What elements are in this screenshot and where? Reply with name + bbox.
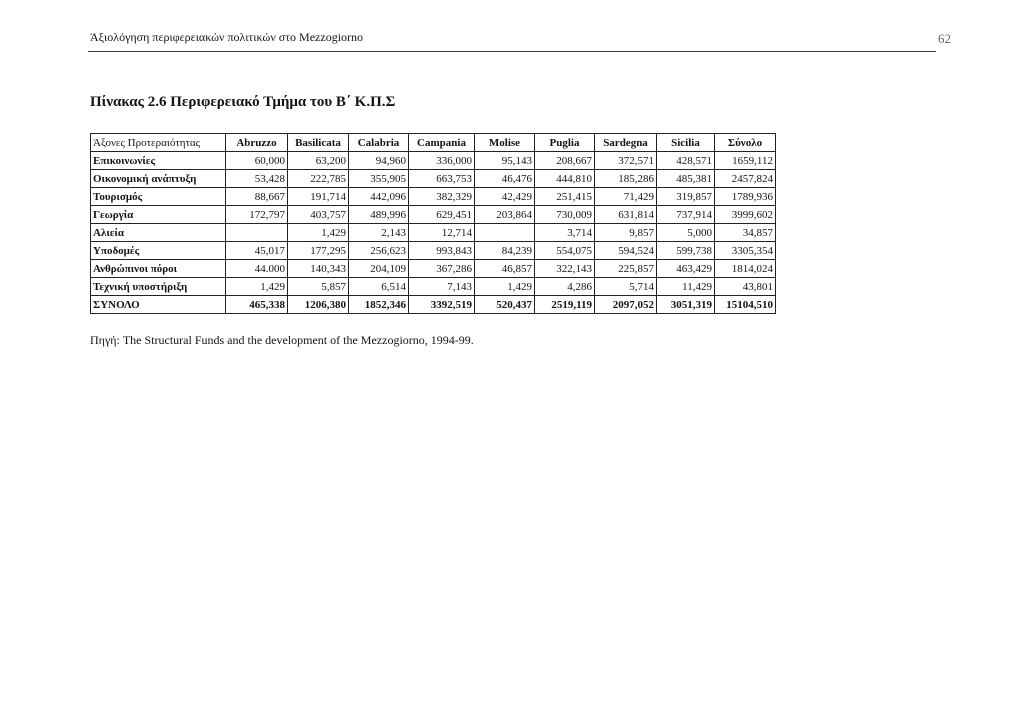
value-cell: 7,143	[409, 278, 475, 296]
row-label: Ανθρώπινοι πόροι	[91, 260, 226, 278]
table-head	[91, 134, 776, 152]
value-cell: 3999,602	[715, 206, 776, 224]
column-header: Puglia	[535, 134, 595, 152]
value-cell: 191,714	[288, 188, 349, 206]
value-cell: 45,017	[226, 242, 288, 260]
value-cell: 444,810	[535, 170, 595, 188]
value-cell: 2,143	[349, 224, 409, 242]
value-cell: 355,905	[349, 170, 409, 188]
table-header-row	[91, 134, 776, 152]
value-cell: 2519,119	[535, 296, 595, 314]
row-label: Γεωργία	[91, 206, 226, 224]
value-cell: 993,843	[409, 242, 475, 260]
table-row	[91, 170, 776, 188]
value-cell: 599,738	[657, 242, 715, 260]
column-header: Molise	[475, 134, 535, 152]
value-cell: 1,429	[226, 278, 288, 296]
row-label: Τουρισμός	[91, 188, 226, 206]
value-cell: 225,857	[595, 260, 657, 278]
column-header: Calabria	[349, 134, 409, 152]
value-cell: 336,000	[409, 152, 475, 170]
value-cell: 88,667	[226, 188, 288, 206]
value-cell: 203,864	[475, 206, 535, 224]
table-row	[91, 206, 776, 224]
value-cell: 6,514	[349, 278, 409, 296]
value-cell: 403,757	[288, 206, 349, 224]
value-cell: 322,143	[535, 260, 595, 278]
value-cell	[226, 224, 288, 242]
column-header: Σύνολο	[715, 134, 776, 152]
row-label: Τεχνική υποστήριξη	[91, 278, 226, 296]
value-cell: 737,914	[657, 206, 715, 224]
value-cell: 1789,936	[715, 188, 776, 206]
column-header: Sardegna	[595, 134, 657, 152]
total-row	[91, 296, 776, 314]
value-cell: 489,996	[349, 206, 409, 224]
priority-axes-table	[90, 133, 776, 314]
value-cell: 5,000	[657, 224, 715, 242]
table-row	[91, 242, 776, 260]
value-cell: 3051,319	[657, 296, 715, 314]
table-row	[91, 224, 776, 242]
value-cell: 465,338	[226, 296, 288, 314]
value-cell: 663,753	[409, 170, 475, 188]
value-cell: 1814,024	[715, 260, 776, 278]
value-cell	[475, 224, 535, 242]
value-cell: 631,814	[595, 206, 657, 224]
header-rule	[88, 51, 936, 52]
page-number: 62	[938, 31, 951, 46]
value-cell: 382,329	[409, 188, 475, 206]
value-cell: 71,429	[595, 188, 657, 206]
value-cell: 256,623	[349, 242, 409, 260]
value-cell: 554,075	[535, 242, 595, 260]
value-cell: 185,286	[595, 170, 657, 188]
value-cell: 485,381	[657, 170, 715, 188]
value-cell: 42,429	[475, 188, 535, 206]
row-label: Υποδομές	[91, 242, 226, 260]
value-cell: 222,785	[288, 170, 349, 188]
value-cell: 172,797	[226, 206, 288, 224]
value-cell: 1206,380	[288, 296, 349, 314]
value-cell: 367,286	[409, 260, 475, 278]
value-cell: 34,857	[715, 224, 776, 242]
table-title: Πίνακας 2.6 Περιφερειακό Τμήμα του Β΄ Κ.Π.Σ	[90, 94, 396, 110]
column-header: Campania	[409, 134, 475, 152]
table-row	[91, 152, 776, 170]
value-cell: 442,096	[349, 188, 409, 206]
value-cell: 43,801	[715, 278, 776, 296]
value-cell: 3,714	[535, 224, 595, 242]
value-cell: 3305,354	[715, 242, 776, 260]
value-cell: 319,857	[657, 188, 715, 206]
value-cell: 46,857	[475, 260, 535, 278]
value-cell: 44.000	[226, 260, 288, 278]
value-cell: 2097,052	[595, 296, 657, 314]
source-note: Πηγή: The Structural Funds and the development of the Mezzogiorno, 1994-99.	[90, 333, 474, 347]
value-cell: 95,143	[475, 152, 535, 170]
value-cell: 12,714	[409, 224, 475, 242]
row-label: Οικονομική ανάπτυξη	[91, 170, 226, 188]
table-row	[91, 188, 776, 206]
table-row	[91, 278, 776, 296]
value-cell: 204,109	[349, 260, 409, 278]
value-cell: 140,343	[288, 260, 349, 278]
value-cell: 4,286	[535, 278, 595, 296]
value-cell: 594,524	[595, 242, 657, 260]
value-cell: 463,429	[657, 260, 715, 278]
value-cell: 11,429	[657, 278, 715, 296]
value-cell: 1,429	[475, 278, 535, 296]
value-cell: 251,415	[535, 188, 595, 206]
value-cell: 15104,510	[715, 296, 776, 314]
row-label: Επικοινωνίες	[91, 152, 226, 170]
value-cell: 208,667	[535, 152, 595, 170]
table-row	[91, 260, 776, 278]
value-cell: 46,476	[475, 170, 535, 188]
row-label: Αλιεία	[91, 224, 226, 242]
value-cell: 5,714	[595, 278, 657, 296]
row-label: ΣΥΝΟΛΟ	[91, 296, 226, 314]
running-header: Άξιολόγηση περιφερειακών πολιτικών στο Mezzogiorno	[90, 30, 364, 44]
value-cell: 63,200	[288, 152, 349, 170]
value-cell: 3392,519	[409, 296, 475, 314]
value-cell: 9,857	[595, 224, 657, 242]
value-cell: 1659,112	[715, 152, 776, 170]
table-body	[91, 152, 776, 314]
value-cell: 629,451	[409, 206, 475, 224]
value-cell: 177,295	[288, 242, 349, 260]
value-cell: 53,428	[226, 170, 288, 188]
value-cell: 2457,824	[715, 170, 776, 188]
value-cell: 1852,346	[349, 296, 409, 314]
value-cell: 730,009	[535, 206, 595, 224]
column-header: Basilicata	[288, 134, 349, 152]
value-cell: 520,437	[475, 296, 535, 314]
column-header-axes: Άξονες Προτεραιότητας	[91, 134, 226, 152]
column-header: Abruzzo	[226, 134, 288, 152]
value-cell: 60,000	[226, 152, 288, 170]
column-header: Sicilia	[657, 134, 715, 152]
value-cell: 5,857	[288, 278, 349, 296]
value-cell: 372,571	[595, 152, 657, 170]
value-cell: 428,571	[657, 152, 715, 170]
value-cell: 84,239	[475, 242, 535, 260]
value-cell: 94,960	[349, 152, 409, 170]
value-cell: 1,429	[288, 224, 349, 242]
